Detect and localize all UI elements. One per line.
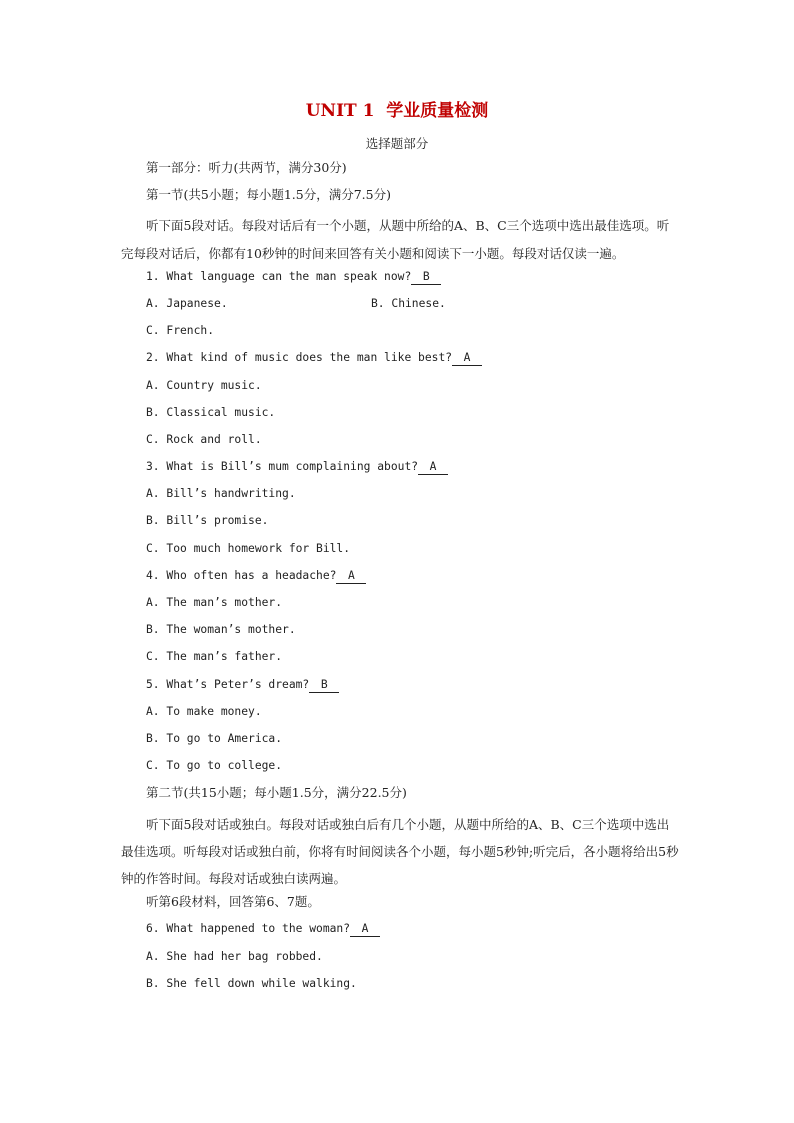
page-title: UNIT 1 学业质量检测 bbox=[305, 101, 489, 121]
option: A. She had her bag robbed. bbox=[146, 949, 323, 963]
option: C. The man’s father. bbox=[146, 650, 283, 664]
option: A. Japanese. bbox=[146, 296, 228, 310]
option: A. Bill’s handwriting. bbox=[146, 487, 296, 501]
question-text: 4. Who often has a headache? bbox=[146, 568, 337, 582]
question-item bbox=[121, 457, 679, 484]
answer-blank: A bbox=[452, 351, 482, 366]
option: A. The man’s mother. bbox=[146, 596, 283, 610]
option: B. To go to America. bbox=[146, 731, 283, 745]
option: B. Bill’s promise. bbox=[146, 514, 269, 528]
option: C. Too much homework for Bill. bbox=[146, 541, 351, 555]
question-item bbox=[121, 348, 679, 375]
answer-blank: A bbox=[350, 922, 380, 937]
document-content bbox=[121, 158, 679, 1001]
question-item bbox=[121, 566, 679, 593]
question-text: 3. What is Bill’s mum complaining about? bbox=[146, 460, 419, 474]
option: C. To go to college. bbox=[146, 759, 283, 773]
section-heading: 第一节(共5小题；每小题1.5分，满分7.5分) bbox=[146, 187, 391, 203]
question-item bbox=[121, 919, 679, 946]
question-text: 1. What language can the man speak now? bbox=[146, 269, 412, 283]
option-row bbox=[121, 294, 679, 321]
answer-blank: B bbox=[309, 678, 339, 693]
option: A. To make money. bbox=[146, 704, 262, 718]
option: C. French. bbox=[146, 324, 215, 338]
question-text: 6. What happened to the woman? bbox=[146, 922, 351, 936]
question-item bbox=[121, 675, 679, 702]
part-heading: 第一部分：听力(共两节，满分30分) bbox=[146, 160, 347, 175]
option: B. She fell down while walking. bbox=[146, 976, 357, 990]
question-text: 5. What’s Peter’s dream? bbox=[146, 677, 310, 691]
option: B. Chinese. bbox=[371, 296, 446, 310]
option: B. The woman’s mother. bbox=[146, 623, 296, 637]
question-item bbox=[121, 267, 679, 294]
option: C. Rock and roll. bbox=[146, 432, 262, 446]
material-note: 听第6段材料，回答第6、7题。 bbox=[146, 894, 320, 910]
page-subtitle: 选择题部分 bbox=[365, 136, 429, 151]
option: B. Classical music. bbox=[146, 405, 276, 419]
section-heading: 第二节(共15小题；每小题1.5分，满分22.5分) bbox=[146, 785, 407, 801]
question-text: 2. What kind of music does the man like best? bbox=[146, 351, 453, 365]
answer-blank: A bbox=[336, 569, 366, 584]
option: A. Country music. bbox=[146, 378, 262, 392]
answer-blank: A bbox=[418, 460, 448, 475]
section-instruction: 听下面5段对话或独白。每段对话或独白后有几个小题，从题中所给的A、B、C三个选项中选出最佳选项。听每段对话或独白前，你将有时间阅读各个小题，每小题5秒钟;听完后，各小题将给出5秒钟的作答时间。每段对话或独白读两遍。 bbox=[121, 816, 679, 886]
answer-blank: B bbox=[411, 270, 441, 285]
section-instruction: 听下面5段对话。每段对话后有一个小题，从题中所给的A、B、C三个选项中选出最佳选项。听完每段对话后，你都有10秒钟的时间来回答有关小题和阅读下一小题。每段对话仅读一遍。 bbox=[121, 218, 670, 261]
